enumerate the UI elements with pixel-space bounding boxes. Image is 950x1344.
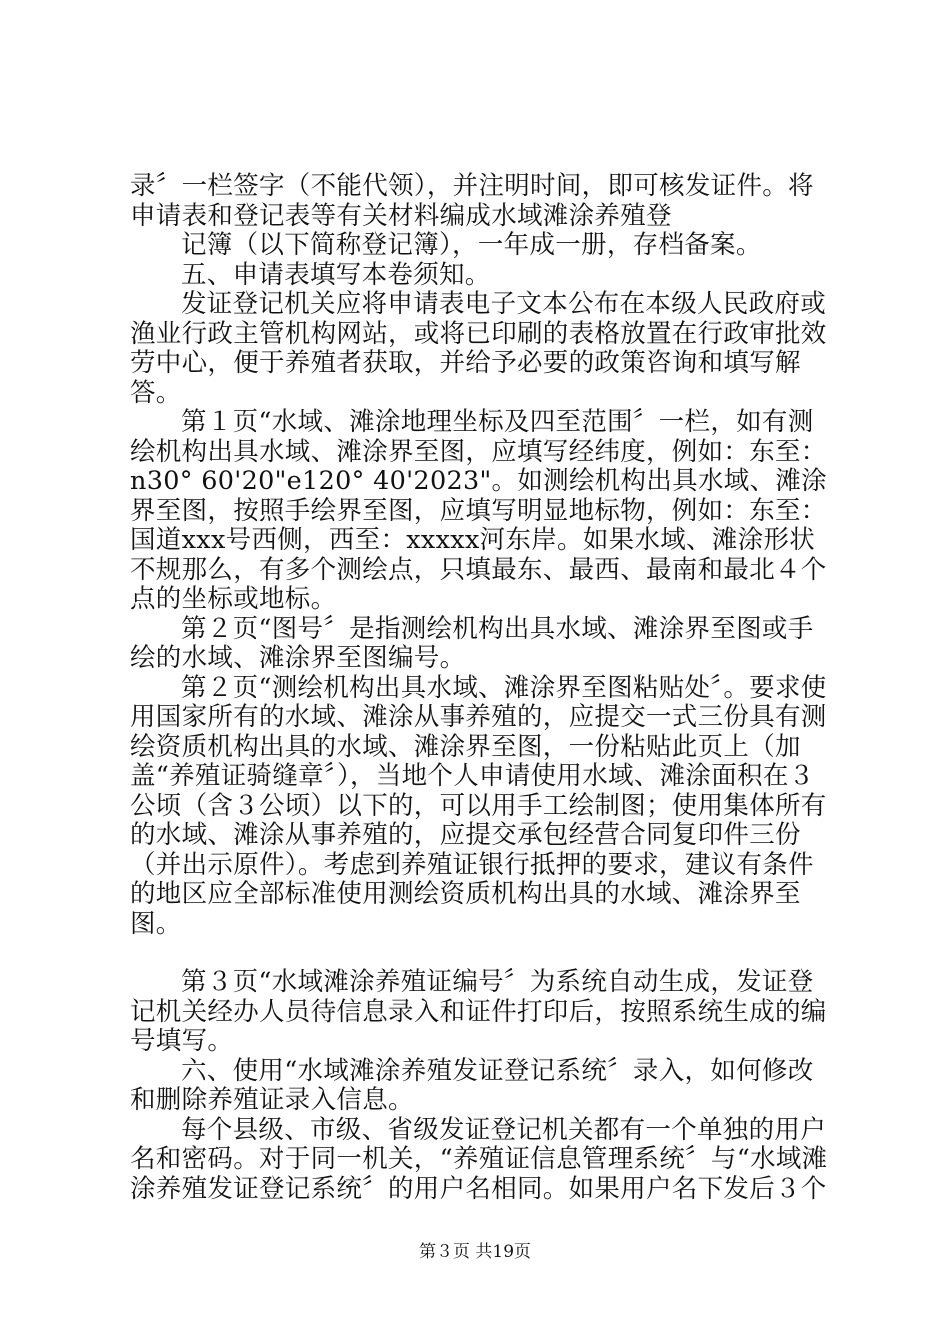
paragraph: 第１页“水域、滩涂地理坐标及四至范围〞一栏，如有测绘机构出具水域、滩涂界至图，应填写经纬度，例如：东至：n30° 60'20"e120° 40'2023"。如测绘机构出具水域、滩涂界至图，按照手绘界至图，应填写明显地标物，例如：东至：国道xxx号西侧，西至：xxxxx河东岸。如果水域、滩涂形状不规那么，有多个测绘点，只填最东、最西、最南和最北４个点的坐标或地标。	[130, 407, 827, 614]
paragraph: 每个县级、市级、省级发证登记机关都有一个单独的用户名和密码。对于同一机关，“养殖证信息管理系统〞与“水域滩涂养殖发证登记系统〞的用户名相同。如果用户名下发后３个	[130, 1114, 828, 1204]
document-body	[130, 172, 835, 1204]
page-number: 第３页 共19页	[418, 1242, 532, 1262]
paragraph: 第２页“测绘机构出具水域、滩涂界至图粘贴处〞。要求使用国家所有的水域、滩涂从事养殖的，应提交一式三份具有测绘资质机构出具的水域、滩涂界至图，一份粘贴此页上（加盖“养殖证骑缝章〞），当地个人申请使用水域、滩涂面积在３公顷（含３公顷）以下的，可以用手工绘制图；使用集体所有的水域、滩涂从事养殖的，应提交承包经营合同复印件三份（并出示原件）。考虑到养殖证银行抵押的要求，建议有条件的地区应全部标准使用测绘资质机构出具的水域、滩涂界至图。	[130, 672, 827, 939]
paragraph: 第２页“图号〞是指测绘机构出具水域、滩涂界至图或手绘的水域、滩涂界至图编号。	[130, 613, 814, 673]
paragraph: 录〞一栏签字（不能代领），并注明时间，即可核发证件。将申请表和登记表等有关材料编成水域滩涂养殖登	[130, 171, 814, 231]
section-heading: 五、申请表填写本卷须知。	[181, 259, 491, 290]
paragraph: 记簿（以下简称登记簿），一年成一册，存档备案。	[181, 230, 762, 260]
section-heading: 六、使用“水域滩涂养殖发证登记系统〞录入，如何修改和删除养殖证录入信息。	[130, 1055, 814, 1115]
paragraph: 第３页“水域滩涂养殖证编号〞为系统自动生成，发证登记机关经办人员待信息录入和证件打印后，按照系统生成的编号填写。	[130, 967, 827, 1056]
paragraph: 发证登记机关应将申请表电子文本公布在本级人民政府或渔业行政主管机构网站，或将已印刷的表格放置在行政审批效劳中心，便于养殖者获取，并给予必要的政策咨询和填写解答。	[130, 289, 827, 408]
